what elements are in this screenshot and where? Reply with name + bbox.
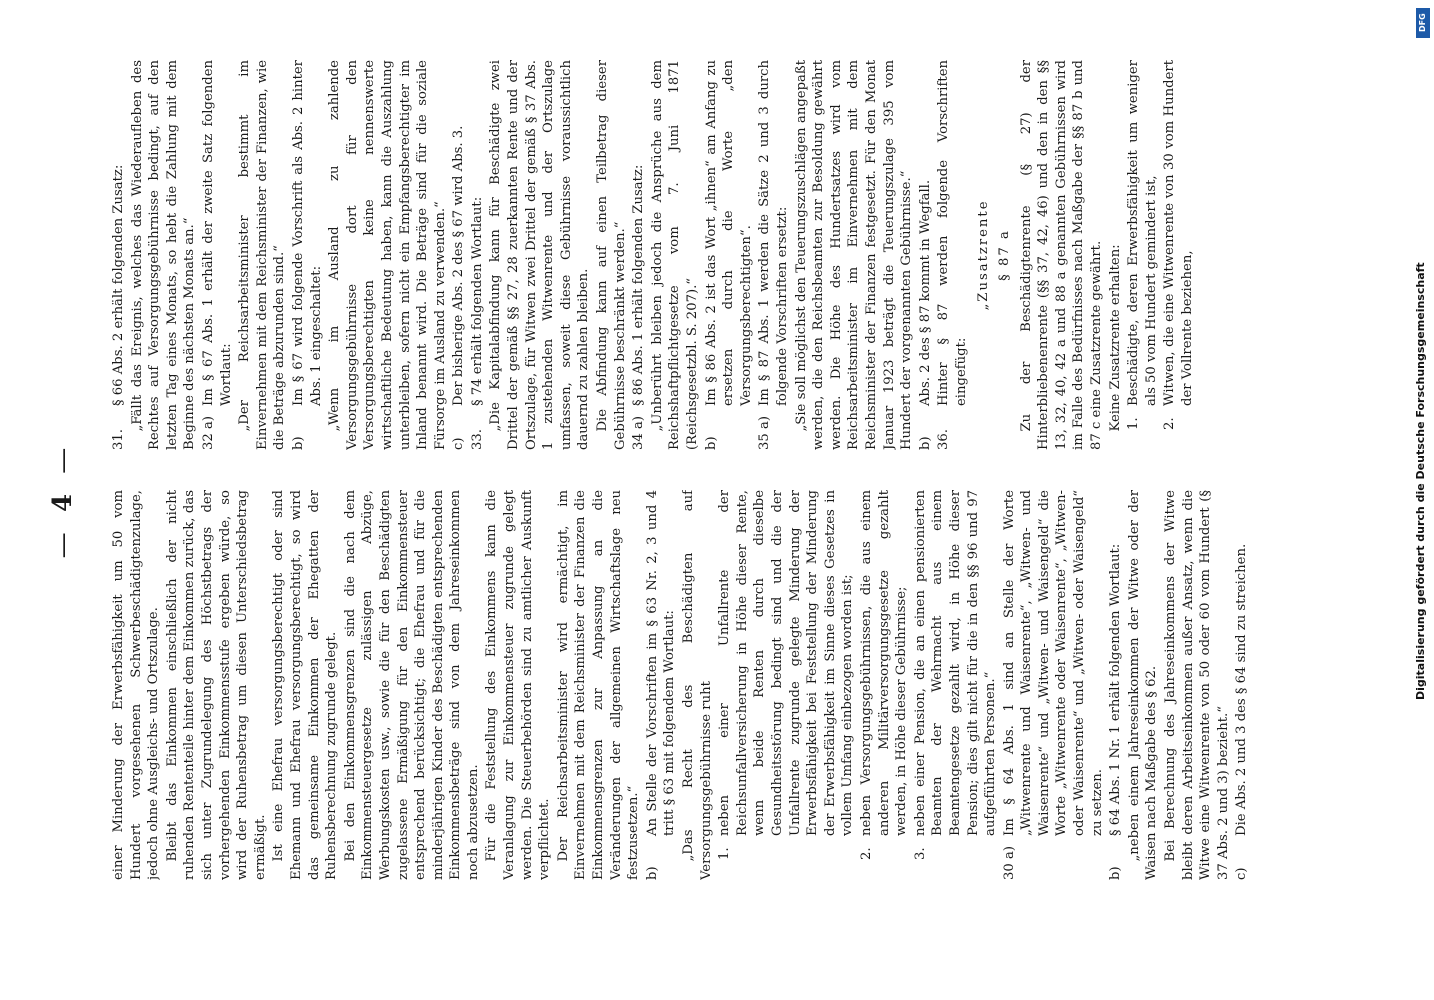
item-label: 30 a) <box>1001 846 1017 880</box>
paragraph: Bei den Einkommensgrenzen sind die nach dem Einkommensteuergesetze zulässigen Abzüge, Werbungskosten usw., sowie die für den Beschädigten zugelassene Ermäßigung für den Einkommensteuer entsprechend berücksichtigt; die Ehefrau und für die minderjährigen Kinder des Beschädigten entsprechenden Einkommensbeträge sind von dem Jahreseinkommen noch abzusetzen. <box>342 490 481 880</box>
item-label: b) <box>917 436 933 450</box>
numbered-paragraph <box>290 60 325 450</box>
item-text: Beschädigte, deren Erwerbsfähigkeit um weniger als 50 vom Hundert gemindert ist, <box>1126 60 1159 406</box>
item-text: § 64 Abs. 1 Nr. 1 erhält folgenden Wortlaut: <box>1108 543 1124 836</box>
item-text: neben einer Pension, die an einen pensionierten Beamten der Wehrmacht aus einem Beamtengesetze gezahlt wird, in Höhe dieser Pension; dies gilt nicht für die in den §§ 96 und 97 aufgeführten Personen.“ <box>912 490 999 836</box>
item-label: 33. <box>469 429 485 450</box>
left-column <box>110 490 1370 880</box>
text-columns <box>110 60 1370 880</box>
paragraph: „Wenn im Ausland zu zahlende Versorgungsgebührnisse dort für den Versorgungsberechtigten keine nennenswerte wirtschaftliche Bedeutung haben, kann die Auszahlung unterbleiben, sofern nicht ein Empfangsberechtigter im Inland benannt wird. Die Beträge sind für die soziale Fürsorge im Ausland zu verwenden.“ <box>327 60 448 450</box>
numbered-paragraph <box>1001 490 1107 880</box>
section-heading: § 87 a <box>997 229 1013 281</box>
item-label: c) <box>451 437 467 450</box>
paragraph: Ist eine Ehefrau versorgungsberechtigt oder sind Ehemann und Ehefrau versorgungsberechtigt, so wird das gemeinsame Einkommen der Ehegatten der Ruhensberechnung zugrunde gelegt. <box>271 490 340 880</box>
paragraph: Für die Feststellung des Einkommens kann die Veranlagung zur Einkommensteuer zugrunde gelegt werden. Die Steuerbehörden sind zu amtlicher Auskunft verpflichtet. <box>484 490 553 880</box>
item-label: 3. <box>912 847 928 860</box>
item-text: Abs. 2 des § 87 kommt in Wegfall. <box>917 179 933 406</box>
section-heading: „Zusatzrente <box>975 199 991 311</box>
numbered-paragraph <box>756 60 791 450</box>
item-text: § 66 Abs. 2 erhält folgenden Zusatz: <box>111 164 126 406</box>
item-label: 2. <box>1162 417 1178 430</box>
paragraph: Keine Zusatzrente erhalten: <box>1107 244 1123 432</box>
item-text: Der bisherige Abs. 2 des § 67 wird Abs. 3. <box>451 125 467 406</box>
list-item <box>716 490 857 880</box>
numbered-paragraph <box>450 60 468 450</box>
numbered-paragraph <box>630 60 648 450</box>
item-text: An Stelle der Vorschriften im § 63 Nr. 2, 3 und 4 tritt § 63 mit folgendem Wortlaut: <box>644 490 678 836</box>
item-text: neben einer Unfallrente der Reichsunfallversicherung in Höhe dieser Rente, wenn beide Renten durch dieselbe Gesundheitsstörung bedingt sind und die der Unfallrente zugrunde gelegte Minderung der Erwerbsfähigkeit bei Feststellung der Minderung der Erwerbsfähigkeit im Sinne dieses Gesetzes in vollem Umfang einbezogen worden ist; <box>717 490 856 836</box>
item-text: Im § 67 Abs. 1 erhält der zweite Satz folgenden Wortlaut: <box>200 60 234 406</box>
paragraph: Der Reichsarbeitsminister wird ermächtigt, im Einvernehmen mit dem Reichsminister der Finanzen die Einkommensgrenzen zur Anpassung an die Veränderungen der allgemeinen Wirtschaftslage neu festzusetzen.“ <box>555 490 642 880</box>
paragraph: Die Abfindung kann auf einen Teilbetrag dieser Gebührnisse beschränkt werden.“ <box>595 60 628 450</box>
paragraph: Zu der Beschädigtenrente (§ 27) der Hinterbliebenenrente (§§ 37, 42, 46) und den in den §§ 13, 32, 40, 42 a und 88 a genannten Gebührnissen wird im Falle des Bedürfnisses nach Maßgabe der §§ 87 b und 87 c eine Zusatzrente gewährt. <box>1018 60 1105 450</box>
item-label: c) <box>1234 867 1250 880</box>
watermark-text: Digitalisierung gefördert durch die Deutsche Forschungsgemeinschaft <box>1414 262 1427 700</box>
list-item <box>1125 60 1160 450</box>
item-text: Im § 67 wird folgende Vorschrift als Abs. 2 hinter Abs. 1 eingeschaltet: <box>290 60 324 406</box>
item-label: 34 a) <box>631 416 647 450</box>
paragraph: Bleibt das Einkommen einschließlich der nicht ruhenden Rententeile hinter dem Einkommen zurück, das sich unter Zugrundelegung des Höchstbetrags der vorhergehenden Einkommensstufe ergeben würde, so wird der Ruhensbetrag um diesen Unterschiedsbetrag ermäßigt. <box>164 490 268 880</box>
paragraph: „Fällt das Ereignis, welches das Wiederaufleben des Rechtes auf Versorgungsgebührnisse bedingt, auf den letzten Tag eines Monats, so hebt die Zahlung mit dem Beginne des nächsten Monats an.“ <box>129 60 198 450</box>
paragraph: „Die Kapitalabfindung kann für Beschädigte zwei Drittel der gemäß §§ 27, 28 zuerkannten Rente und der Ortszulage, für Witwen zwei Drittel der gemäß § 37 Abs. 1 zustehenden Witwenrente und der Ortszulage umfassen, soweit diese Gebührnisse voraussichtlich dauernd zu zahlen bleiben. <box>488 60 592 450</box>
numbered-paragraph <box>703 60 756 450</box>
paragraph: „Unberührt bleiben jedoch die Ansprüche aus dem Reichshaftpflichtgesetze vom 7. Juni 1871 (Reichsgesetzbl. S. 207).“ <box>649 60 700 450</box>
numbered-paragraph <box>1107 490 1125 880</box>
item-label: 32 a) <box>200 416 216 450</box>
list-item <box>1161 60 1196 450</box>
item-label: 2. <box>858 847 874 860</box>
numbered-paragraph <box>935 60 970 450</box>
item-label: 1. <box>717 847 733 860</box>
numbered-paragraph <box>200 60 235 450</box>
numbered-paragraph <box>469 60 487 450</box>
dfg-watermark <box>1410 0 1434 1000</box>
paragraph: „neben einem Jahreseinkommen der Witwe oder der Waisen nach Maßgabe des § 62. <box>1126 490 1160 880</box>
item-label: 36. <box>936 429 952 450</box>
paragraph: Bei Berechnung des Jahreseinkommens der Witwe bleibt deren Arbeitseinkommen außer Ansatz, wenn die Witwe eine Witwenrente von 50 oder 60 vom Hundert (§ 37 Abs. 2 und 3) bezieht.“ <box>1163 490 1231 880</box>
numbered-paragraph <box>644 490 679 880</box>
item-label: b) <box>290 436 306 450</box>
dfg-logo: DFG <box>1416 8 1430 38</box>
page-header: — 4 — <box>48 441 78 559</box>
page-number: 4 <box>48 487 78 513</box>
item-label: b) <box>644 866 660 880</box>
numbered-paragraph <box>917 60 935 450</box>
paragraph: einer Minderung der Erwerbsfähigkeit um 50 vom Hundert vorgesehenen Schwerbeschädigtenzulage, jedoch ohne Ausgleichs- und Ortszulage. <box>111 490 162 880</box>
item-text: Im § 86 Abs. 2 ist das Wort „ihnen“ am Anfang zu ersetzen durch die Worte „den Versorgungsberechtigten“. <box>703 60 754 406</box>
paragraph: „Der Reichsarbeitsminister bestimmt im Einvernehmen mit dem Reichsminister der Finanzen, wie die Beträge abzurunden sind.“ <box>237 60 288 450</box>
item-label: 31. <box>111 429 126 450</box>
item-text: Hinter § 87 werden folgende Vorschriften eingefügt: <box>936 60 969 406</box>
item-text: Im § 64 Abs. 1 sind an Stelle der Worte „Witwenrente und Waisenrente“, „Witwen- und Waisenrente“ und „Witwen- und Waisengeld“ die Worte „Witwenrente oder Waisenrente“, „Witwen- oder Waisenrente“ und „Witwen- oder Waisengeld“ zu setzen. <box>1001 490 1105 836</box>
item-text: § 86 Abs. 1 erhält folgenden Zusatz: <box>631 164 647 406</box>
list-item <box>858 490 911 880</box>
paragraph: „Das Recht des Beschädigten auf Versorgungsgebührnisse ruht <box>681 490 714 880</box>
item-label: 35 a) <box>757 416 773 450</box>
item-label: 1. <box>1126 417 1142 430</box>
item-text: Die Abs. 2 und 3 des § 64 sind zu streichen. <box>1234 543 1250 836</box>
list-item <box>912 490 1000 880</box>
item-label: b) <box>703 436 719 450</box>
right-column <box>110 60 1370 450</box>
numbered-paragraph <box>1233 490 1251 880</box>
item-text: neben Versorgungsgebührnissen, die aus einem anderen Militärversorgungsgesetze gezahlt werden, in Höhe dieser Gebührnisse; <box>858 490 910 836</box>
item-label: b) <box>1108 866 1124 880</box>
item-text: Witwen, die eine Witwenrente von 30 vom Hundert der Vollrente beziehen, <box>1162 60 1196 406</box>
item-text: § 74 erhält folgenden Wortlaut: <box>469 196 485 406</box>
item-text: Im § 87 Abs. 1 werden die Sätze 2 und 3 durch folgende Vorschriften ersetzt: <box>757 60 790 406</box>
paragraph: „Sie soll möglichst den Teuerungszuschlägen angepaßt werden, die den Reichsbeamten zur Besoldung gewährt werden. Die Höhe des Hundertsatzes wird vom Reichsarbeitsminister im Einvernehmen mit dem Reichsminister der Finanzen festgesetzt. Für den Monat Januar 1923 beträgt die Teuerungszulage 395 vom Hundert der vorgenannten Gebührnisse.“ <box>793 60 915 450</box>
numbered-paragraph <box>110 60 128 450</box>
